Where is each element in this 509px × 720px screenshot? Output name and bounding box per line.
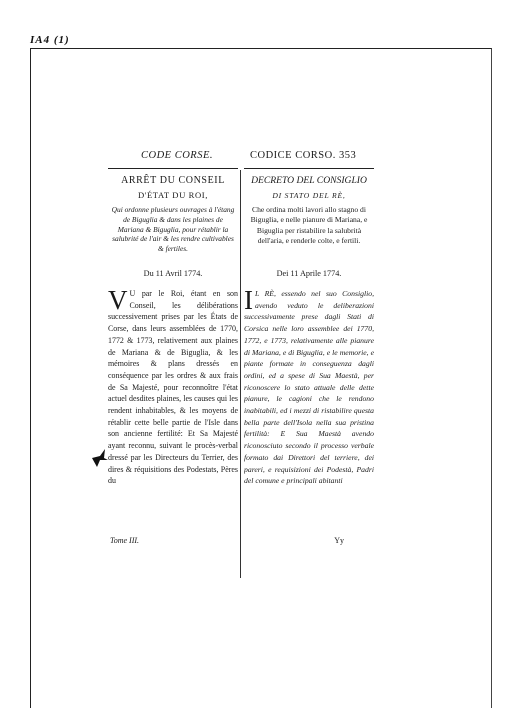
head-rule <box>244 168 374 169</box>
date-italian: Dei 11 Aprile 1774. <box>276 269 342 278</box>
date-french: Du 11 Avril 1774. <box>143 269 203 278</box>
dropcap-italian: I <box>244 288 253 315</box>
body-text-italian: L RÈ, essendo nel suo Consiglio, avendo veduto le deliberazioni successivamente prese dagli Stati di Corsica nelle loro assemblee dei 1770, 1772, e 1773, relativamente alle pianure di Mariana, e di Biguglia, e le memorie, e piante formate in conseguenza dagli ordini, ed a spese di Sua Maestà, per riconoscere lo stato attuale delle dette pianure, le cagioni che le rendono inabitabili, ed i mezzi di ristabilire questa bella parte dell'Isola nella sua pristina fertilità: E Sua Maestà avendo riconosciuto secondo il processo verbale formato dai Direttori del terriere, dei pareri, e requisizioni dei Podestà, Padri del comune e principali abitanti <box>244 289 374 486</box>
signature-mark-italian: Yy <box>334 536 344 545</box>
italian-column <box>244 148 374 548</box>
running-head-french: CODE CORSE. <box>141 150 213 161</box>
book-page <box>108 148 380 578</box>
head-rule <box>108 168 238 169</box>
summary-italian: Che ordina molti lavori allo stagno di Biguglia, e nelle pianure di Mariana, e Biguglia per ristabilire la salubrità dell'aria, e renderle colte, e fertili. <box>250 205 368 246</box>
subtitle-french: D'ÉTAT DU ROI, <box>138 190 208 200</box>
margin-mark-icon <box>88 446 110 470</box>
title-french: ARRÊT DU CONSEIL <box>121 175 225 186</box>
body-italian <box>244 288 374 536</box>
running-head-italian: CODICE CORSO. 353 <box>250 150 357 161</box>
scan-label: IA4 (1) <box>30 34 70 46</box>
body-french <box>108 288 238 536</box>
dropcap-french: V <box>108 288 128 315</box>
subtitle-italian: DI STATO DEL RÈ, <box>272 191 346 200</box>
french-column <box>108 148 238 548</box>
summary-french: Qui ordonne plusieurs ouvrages à l'étang de Biguglia & dans les plaines de Mariana & Biguglia, pour rétablir la salubrité de l'air & les rendre cultivables & fertiles. <box>111 205 235 254</box>
body-text-french: U par le Roi, étant en son Conseil, les délibérations successivement prises par les États de Corse, dans leurs assemblées de 1770, 1772 & 1773, relativement aux plaines de Mariana & de Biguglia, & les mémoires & plans dressés en conséquence par les ordres & aux frais de Sa Majesté, pour reconnoître l'état actuel desdites plaines, les causes qui les rendent inhabitables, & les moyens de rétablir cette belle partie de l'Isle dans son ancienne fertilité: Et Sa Majesté ayant reconnu, suivant le procès-verbal dressé par les Directeurs du Terrier, des dires & réquisitions des Podestats, Pères du <box>108 289 238 486</box>
title-italian: DECRETO DEL CONSIGLIO <box>251 175 367 186</box>
footer-french: Tome III. <box>110 536 140 545</box>
column-divider <box>240 170 241 578</box>
